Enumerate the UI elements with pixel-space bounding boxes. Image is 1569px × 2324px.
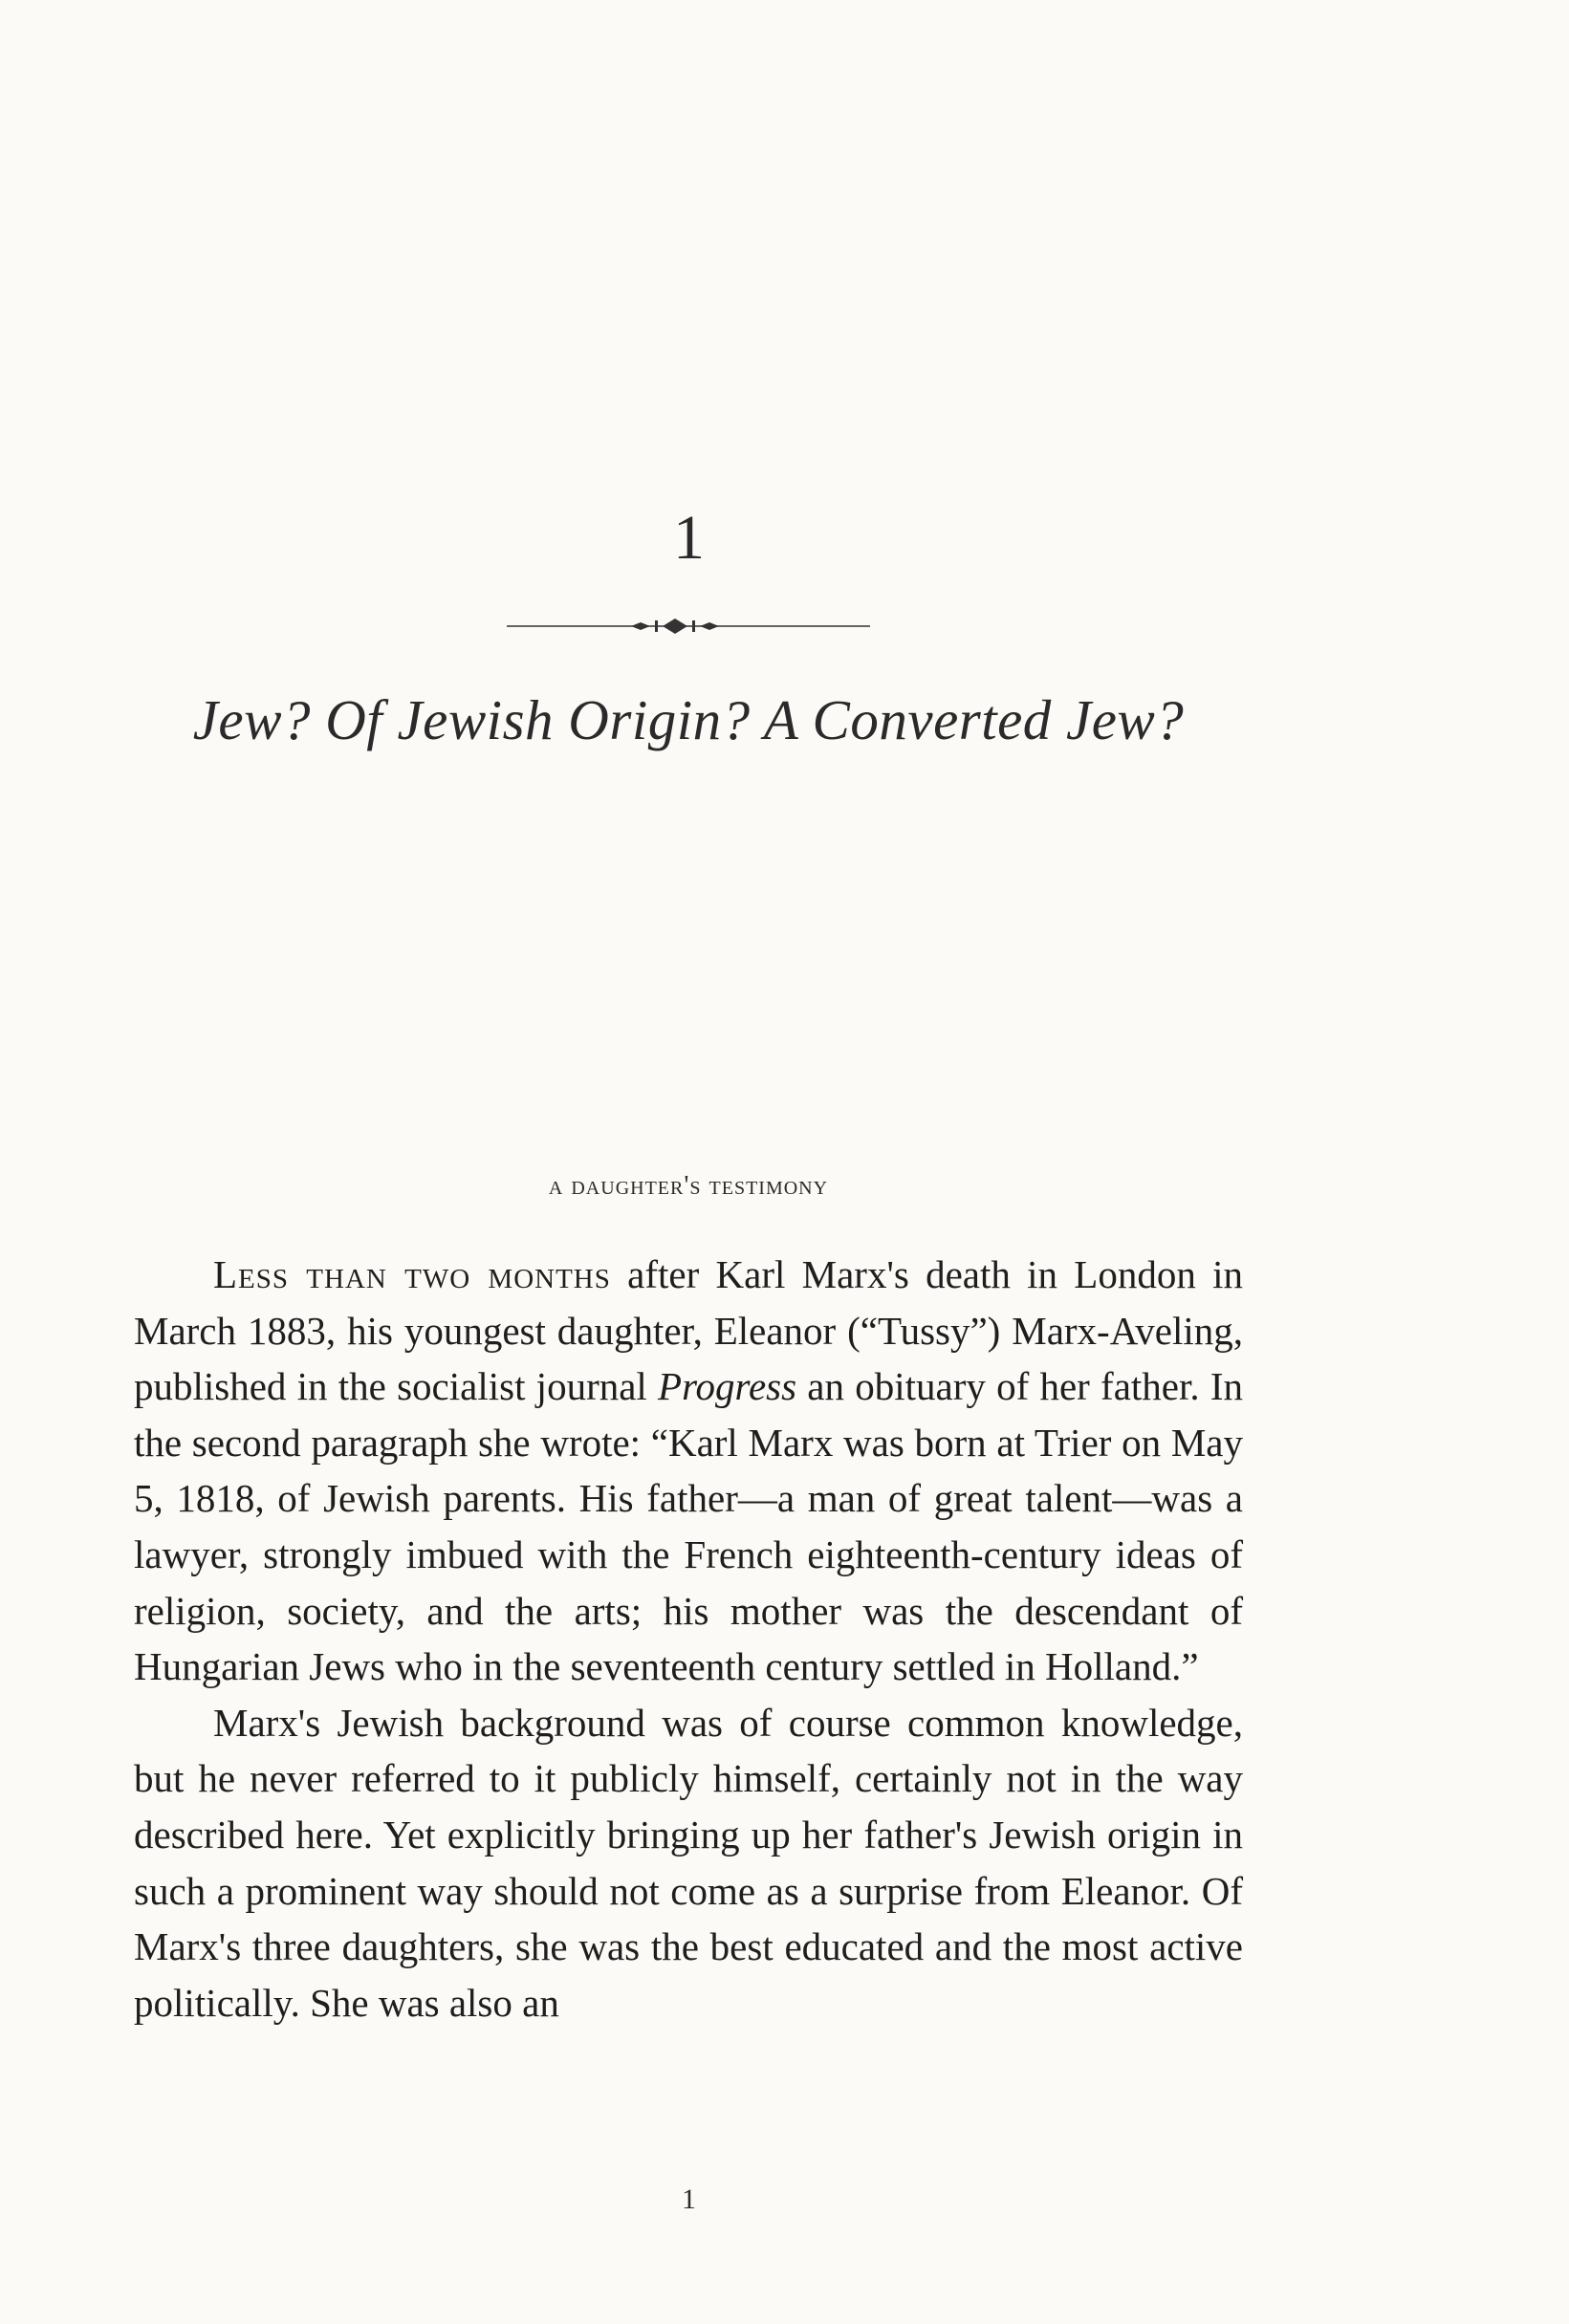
paragraph-2: Marx's Jewish background was of course common knowledge, but he never referred to it publicly himself, certainly not in the way described here. Yet explicitly bringing up her father's Jewish origin in such a prominent way should not come as a surprise from Eleanor. Of Marx's three daughters, she was the best educated and the most active politically. She was also an: [134, 1700, 1243, 2025]
section-heading: a daughter's testimony: [548, 1171, 829, 1201]
paragraph-1: [134, 1247, 1243, 1695]
chapter-title: Jew? Of Jewish Origin? A Converted Jew?: [192, 688, 1185, 751]
paragraph-1-text-continued: an obituary of her father. In the second paragraph she wrote: “Karl Marx was born at Trier on May 5, 1818, of Jewish parents. His father—a man of great talent—was a lawyer, strongly imbued with the French eighteenth-century ideas of religion, society, and the arts; his mother was the descendant of Hungarian Jews who in the seventeenth century settled in Holland.”: [134, 1364, 1243, 1689]
paragraph-lead-in: Less than two months: [213, 1252, 611, 1296]
journal-title: Progress: [658, 1364, 797, 1409]
paragraph-1-text: after Karl Marx's death in London in March 1883, his youngest daughter, Eleanor (“Tussy”) Marx-Aveling, published in the socialist journal: [134, 1252, 1243, 1409]
page-number: 1: [682, 2183, 696, 2215]
chapter-ornament: [507, 612, 870, 641]
body-text: [134, 1247, 1243, 2031]
chapter-number: 1: [673, 503, 705, 573]
